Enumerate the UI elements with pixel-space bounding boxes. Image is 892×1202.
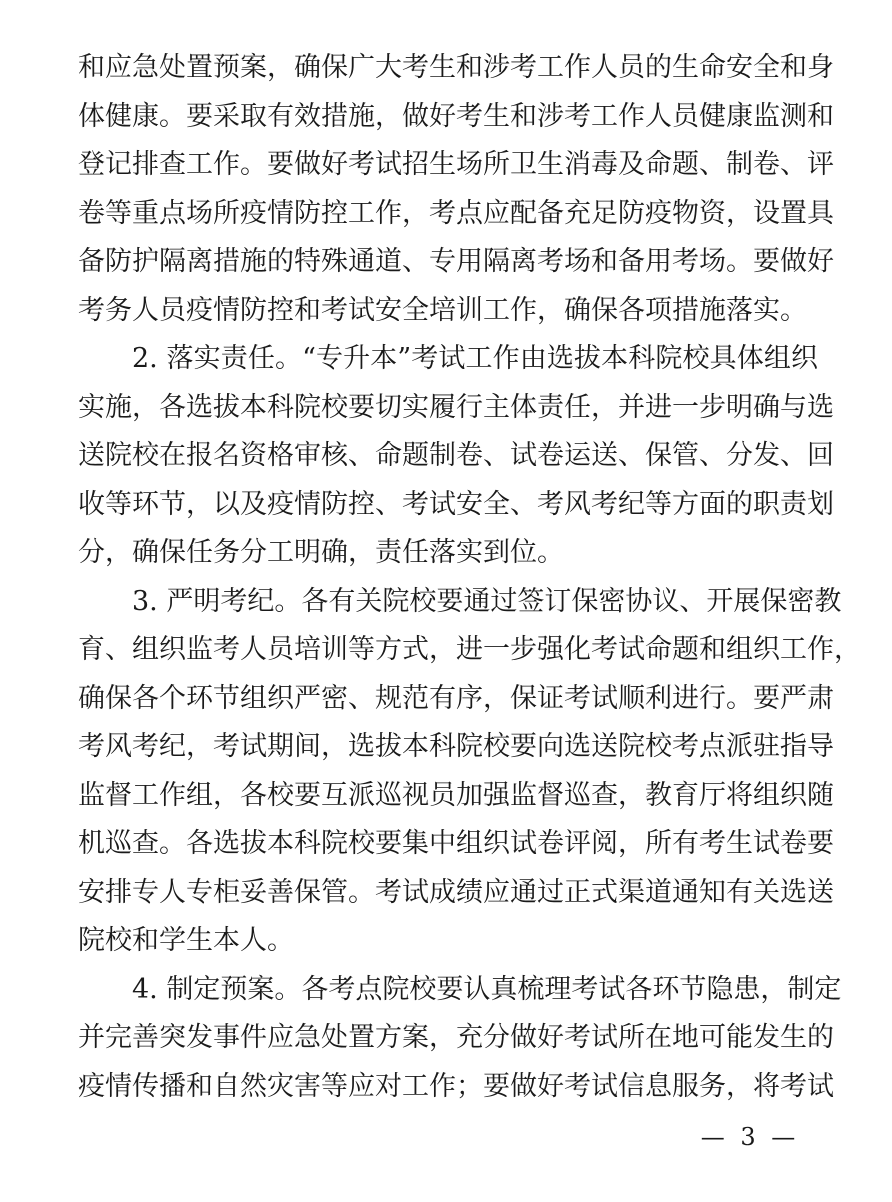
text-line: 实施，各选拔本科院校要切实履行主体责任，并进一步明确与选: [78, 391, 834, 423]
paragraph-continuation: [78, 44, 834, 335]
text-line: 卷等重点场所疫情防控工作，考点应配备充足防疫物资，设置具: [78, 197, 834, 229]
text-line: 考风考纪，考试期间，选拔本科院校要向选送院校考点派驻指导: [78, 731, 834, 762]
text-line: 和应急处置预案，确保广大考生和涉考工作人员的生命安全和身: [78, 52, 834, 83]
text-line: 疫情传播和自然灾害等应对工作；要做好考试信息服务，将考试: [78, 1070, 834, 1102]
text-line: 送院校在报名资格审核、命题制卷、试卷运送、保管、分发、回: [78, 440, 834, 471]
paragraph-contingency: [78, 966, 842, 1112]
text-line: 考务人员疫情防控和考试安全培训工作，确保各项措施落实。: [78, 294, 807, 326]
text-line: 登记排查工作。要做好考试招生场所卫生消毒及命题、制卷、评: [78, 149, 834, 180]
text-line: 收等环节，以及疫情防控、考试安全、考风考纪等方面的职责划: [78, 488, 834, 520]
text-line: 监督工作组，各校要互派巡视员加强监督巡查，教育厅将组织随: [78, 779, 834, 811]
text-line: 4. 制定预案。各考点院校要认真梳理考试各环节隐患，制定: [132, 973, 842, 1005]
paragraph-discipline: [78, 578, 861, 966]
text-line: 2. 落实责任。“专升本”考试工作由选拔本科院校具体组织: [132, 343, 818, 374]
text-line: 分，确保任务分工明确，责任落实到位。: [78, 537, 564, 568]
text-line: 备防护隔离措施的特殊通道、专用隔离考场和备用考场。要做好: [78, 246, 834, 277]
text-line: 确保各个环节组织严密、规范有序，保证考试顺利进行。要严肃: [78, 682, 834, 714]
text-line: 育、组织监考人员培训等方式，进一步强化考试命题和组织工作，: [78, 634, 861, 665]
paragraph-responsibility: [78, 335, 834, 578]
text-line: 安排专人专柜妥善保管。考试成绩应通过正式渠道通知有关选送: [78, 876, 834, 908]
text-line: 机巡查。各选拔本科院校要集中组织试卷评阅，所有考生试卷要: [78, 828, 834, 859]
document-body: [78, 44, 861, 1111]
text-line: 3. 严明考纪。各有关院校要通过签订保密协议、开展保密教: [132, 585, 842, 617]
text-line: 并完善突发事件应急处置方案，充分做好考试所在地可能发生的: [78, 1022, 834, 1053]
page-number: — 3 —: [700, 1123, 800, 1151]
text-line: 院校和学生本人。: [78, 925, 294, 956]
text-line: 体健康。要采取有效措施，做好考生和涉考工作人员健康监测和: [78, 100, 834, 132]
